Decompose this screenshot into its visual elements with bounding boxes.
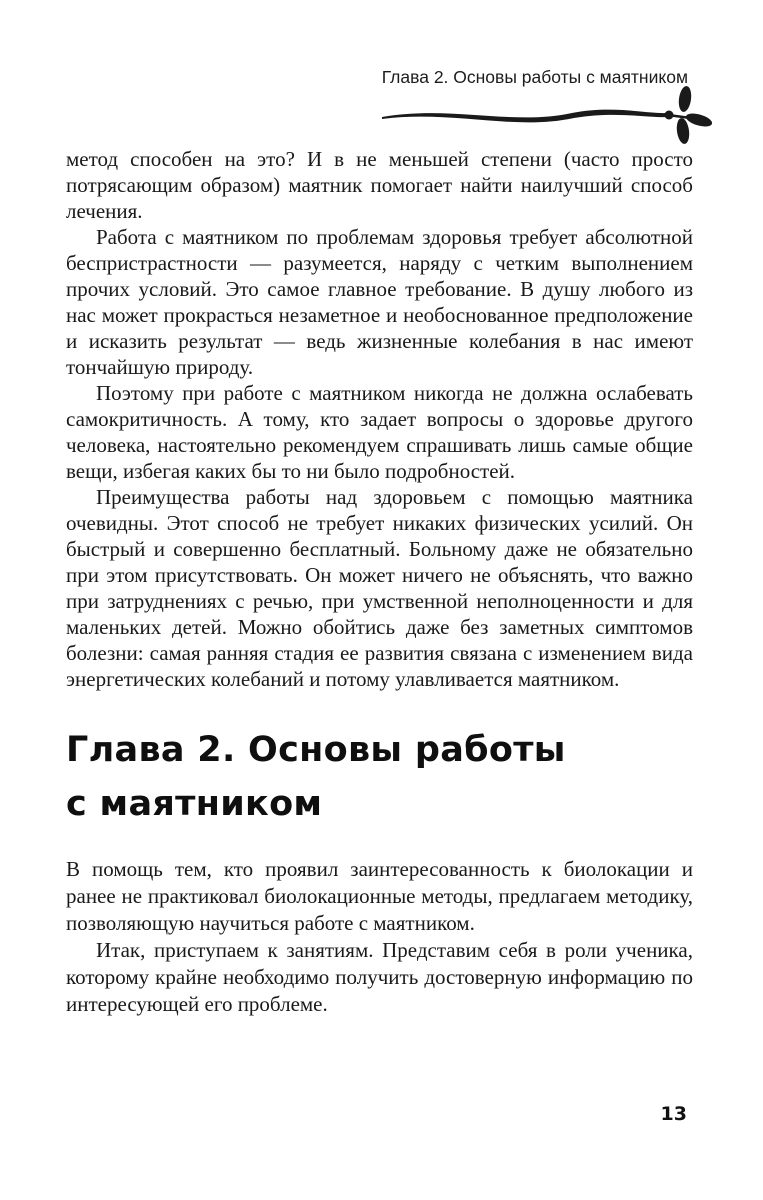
chapter-text-section <box>66 856 693 1018</box>
chapter-heading <box>66 723 693 831</box>
body-paragraph: Поэтому при работе с маятником никогда не должна ослабевать самокритичность. А тому, кто задает вопросы о здоровье другого человека, настоятельно рекомендуем спрашивать лишь самые общие вещи, избегая каких бы то ни было подробностей. <box>66 381 693 483</box>
body-paragraph: В помощь тем, кто проявил заинтересованность к биолокации и ранее не практиковал биолокационные методы, предлагаем методику, позволяющую научиться работе с маятником. <box>66 857 693 935</box>
continued-text-section <box>66 146 693 692</box>
text-block <box>66 146 693 1018</box>
chapter-heading-line-1: Глава 2. Основы работы <box>66 730 566 770</box>
page-number: 13 <box>660 1103 687 1125</box>
body-paragraph: Преимущества работы над здоровьем с помощью маятника очевидны. Этот способ не требует никаких физических усилий. Он быстрый и совершенно бесплатный. Больному даже не обязательно при этом присутствовать. Он может ничего не объяснять, что важно при затруднениях с речью, при умственной неполноценности и для маленьких детей. Можно обойтись даже без заметных симптомов болезни: самая ранняя стадия ее развития связана с изменением вида энергетических колебаний и потому улавливается маятником. <box>66 485 693 691</box>
running-header: Глава 2. Основы работы с маятником <box>381 67 688 87</box>
body-paragraph: метод способен на это? И в не меньшей степени (часто просто потрясающим образом) маятник помогает найти наилучший способ лечения. <box>66 147 693 223</box>
body-paragraph: Итак, приступаем к занятиям. Представим себя в роли ученика, которому крайне необходимо получить достоверную информацию по интересующей его проблеме. <box>66 938 693 1016</box>
vine-leaf-ornament-icon <box>382 84 712 144</box>
body-paragraph: Работа с маятником по проблемам здоровья требует абсолютной беспристрастности — разумеется, наряду с четким выполнением прочих условий. Это самое главное требование. В душу любого из нас может прокрасться незаметное и необоснованное предположение и исказить результат — ведь жизненные колебания в нас имеют тончайшую природу. <box>66 225 693 379</box>
chapter-heading-line-2: с маятником <box>66 784 323 824</box>
